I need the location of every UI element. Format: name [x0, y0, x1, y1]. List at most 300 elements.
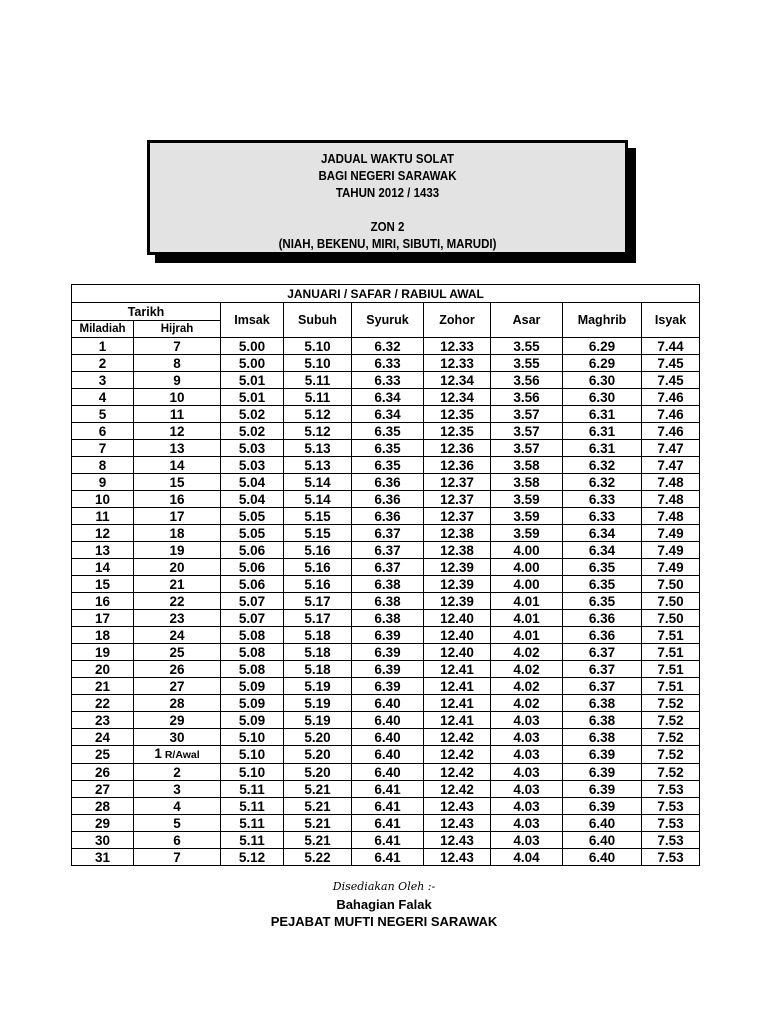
title-line-3: TAHUN 2012 / 1433	[335, 186, 440, 200]
imsak-cell: 5.00	[221, 355, 284, 372]
maghrib-cell: 6.30	[563, 389, 642, 406]
hijrah-cell	[134, 440, 221, 457]
subuh-cell: 5.22	[284, 849, 352, 866]
syuruk-cell: 6.37	[352, 559, 424, 576]
syuruk-cell: 6.40	[352, 764, 424, 781]
isyak-cell: 7.52	[642, 764, 700, 781]
zohor-cell: 12.38	[424, 525, 491, 542]
isyak-cell: 7.51	[642, 644, 700, 661]
syuruk-cell: 6.40	[352, 712, 424, 729]
zohor-cell: 12.37	[424, 474, 491, 491]
imsak-cell: 5.06	[221, 559, 284, 576]
asar-cell: 3.55	[491, 338, 563, 355]
isyak-cell: 7.52	[642, 712, 700, 729]
subuh-cell: 5.21	[284, 832, 352, 849]
imsak-cell: 5.01	[221, 372, 284, 389]
syuruk-cell: 6.33	[352, 372, 424, 389]
syuruk-cell: 6.33	[352, 355, 424, 372]
hijrah-day: 19	[169, 542, 185, 558]
syuruk-cell: 6.36	[352, 508, 424, 525]
maghrib-cell: 6.34	[563, 525, 642, 542]
hijrah-day: 5	[173, 815, 181, 831]
syuruk-cell: 6.40	[352, 695, 424, 712]
imsak-cell: 5.04	[221, 491, 284, 508]
asar-cell: 4.03	[491, 832, 563, 849]
asar-cell: 4.03	[491, 764, 563, 781]
table-row	[72, 781, 700, 798]
imsak-cell: 5.03	[221, 457, 284, 474]
miladiah-cell: 3	[72, 372, 134, 389]
header-syuruk: Syuruk	[352, 303, 424, 338]
asar-cell: 4.03	[491, 781, 563, 798]
asar-cell: 3.58	[491, 474, 563, 491]
asar-cell: 4.02	[491, 695, 563, 712]
subuh-cell: 5.11	[284, 372, 352, 389]
hijrah-day: 22	[169, 593, 185, 609]
hijrah-cell	[134, 815, 221, 832]
zohor-cell: 12.35	[424, 406, 491, 423]
zohor-cell: 12.40	[424, 627, 491, 644]
miladiah-cell: 24	[72, 729, 134, 746]
syuruk-cell: 6.40	[352, 729, 424, 746]
zohor-cell: 12.43	[424, 849, 491, 866]
isyak-cell: 7.52	[642, 746, 700, 764]
imsak-cell: 5.02	[221, 423, 284, 440]
imsak-cell: 5.04	[221, 474, 284, 491]
asar-cell: 4.01	[491, 627, 563, 644]
zohor-cell: 12.41	[424, 661, 491, 678]
table-row	[72, 559, 700, 576]
hijrah-cell	[134, 457, 221, 474]
maghrib-cell: 6.40	[563, 849, 642, 866]
header-isyak: Isyak	[642, 303, 700, 338]
miladiah-cell: 28	[72, 798, 134, 815]
zohor-cell: 12.43	[424, 815, 491, 832]
imsak-cell: 5.06	[221, 542, 284, 559]
maghrib-cell: 6.35	[563, 576, 642, 593]
zone-areas: (NIAH, BEKENU, MIRI, SIBUTI, MARUDI)	[278, 237, 497, 251]
hijrah-cell	[134, 729, 221, 746]
zohor-cell: 12.40	[424, 610, 491, 627]
table-row	[72, 764, 700, 781]
subuh-cell: 5.21	[284, 815, 352, 832]
miladiah-cell: 27	[72, 781, 134, 798]
zone-label: ZON 2	[370, 220, 405, 234]
zohor-cell: 12.41	[424, 712, 491, 729]
hijrah-cell	[134, 627, 221, 644]
hijrah-day: 12	[169, 423, 185, 439]
miladiah-cell: 13	[72, 542, 134, 559]
title-line-1: JADUAL WAKTU SOLAT	[320, 152, 455, 166]
hijrah-cell	[134, 712, 221, 729]
hijrah-day: 1	[154, 746, 162, 761]
hijrah-day: 3	[173, 781, 181, 797]
hijrah-day: 14	[169, 457, 185, 473]
hijrah-cell	[134, 525, 221, 542]
hijrah-day: 17	[169, 508, 185, 524]
isyak-cell: 7.45	[642, 372, 700, 389]
hijrah-day: 7	[173, 338, 181, 354]
header-hijrah: Hijrah	[134, 321, 221, 338]
asar-cell: 3.59	[491, 491, 563, 508]
isyak-cell: 7.52	[642, 695, 700, 712]
asar-cell: 4.03	[491, 746, 563, 764]
table-row	[72, 406, 700, 423]
zohor-cell: 12.34	[424, 372, 491, 389]
miladiah-cell: 5	[72, 406, 134, 423]
miladiah-cell: 16	[72, 593, 134, 610]
isyak-cell: 7.50	[642, 610, 700, 627]
isyak-cell: 7.45	[642, 355, 700, 372]
hijrah-day: 24	[169, 627, 185, 643]
imsak-cell: 5.08	[221, 627, 284, 644]
subuh-cell: 5.14	[284, 491, 352, 508]
isyak-cell: 7.47	[642, 440, 700, 457]
hijrah-day: 20	[169, 559, 185, 575]
zohor-cell: 12.41	[424, 695, 491, 712]
maghrib-cell: 6.32	[563, 457, 642, 474]
hijrah-cell	[134, 389, 221, 406]
header-tarikh: Tarikh	[72, 303, 221, 321]
maghrib-cell: 6.31	[563, 423, 642, 440]
office-name: PEJABAT MUFTI NEGERI SARAWAK	[270, 914, 498, 929]
syuruk-cell: 6.39	[352, 627, 424, 644]
asar-cell: 3.58	[491, 457, 563, 474]
subuh-cell: 5.18	[284, 627, 352, 644]
hijrah-day: 15	[169, 474, 185, 490]
hijrah-month-label: R/Awal	[164, 749, 200, 761]
hijrah-day: 4	[173, 798, 181, 814]
miladiah-cell: 14	[72, 559, 134, 576]
miladiah-cell: 30	[72, 832, 134, 849]
header-miladiah: Miladiah	[72, 321, 134, 338]
table-row	[72, 849, 700, 866]
zohor-cell: 12.37	[424, 491, 491, 508]
miladiah-cell: 6	[72, 423, 134, 440]
miladiah-cell: 2	[72, 355, 134, 372]
asar-cell: 3.55	[491, 355, 563, 372]
syuruk-cell: 6.39	[352, 644, 424, 661]
miladiah-cell: 22	[72, 695, 134, 712]
isyak-cell: 7.47	[642, 457, 700, 474]
asar-cell: 4.02	[491, 678, 563, 695]
imsak-cell: 5.00	[221, 338, 284, 355]
maghrib-cell: 6.32	[563, 474, 642, 491]
zohor-cell: 12.39	[424, 576, 491, 593]
maghrib-cell: 6.31	[563, 406, 642, 423]
hijrah-day: 9	[173, 372, 181, 388]
isyak-cell: 7.53	[642, 832, 700, 849]
hijrah-day: 23	[169, 610, 185, 626]
miladiah-cell: 26	[72, 764, 134, 781]
imsak-cell: 5.10	[221, 764, 284, 781]
isyak-cell: 7.46	[642, 389, 700, 406]
subuh-cell: 5.16	[284, 559, 352, 576]
imsak-cell: 5.06	[221, 576, 284, 593]
maghrib-cell: 6.39	[563, 764, 642, 781]
table-row	[72, 508, 700, 525]
hijrah-day: 10	[169, 389, 185, 405]
header-asar: Asar	[491, 303, 563, 338]
hijrah-cell	[134, 542, 221, 559]
syuruk-cell: 6.38	[352, 610, 424, 627]
maghrib-cell: 6.36	[563, 627, 642, 644]
subuh-cell: 5.12	[284, 423, 352, 440]
maghrib-cell: 6.36	[563, 610, 642, 627]
maghrib-cell: 6.39	[563, 746, 642, 764]
asar-cell: 4.03	[491, 729, 563, 746]
isyak-cell: 7.49	[642, 525, 700, 542]
syuruk-cell: 6.35	[352, 423, 424, 440]
hijrah-cell	[134, 746, 221, 764]
subuh-cell: 5.19	[284, 678, 352, 695]
imsak-cell: 5.01	[221, 389, 284, 406]
subuh-cell: 5.19	[284, 695, 352, 712]
maghrib-cell: 6.33	[563, 508, 642, 525]
miladiah-cell: 19	[72, 644, 134, 661]
table-row	[72, 372, 700, 389]
table-row	[72, 661, 700, 678]
syuruk-cell: 6.35	[352, 440, 424, 457]
header-zohor: Zohor	[424, 303, 491, 338]
hijrah-cell	[134, 491, 221, 508]
isyak-cell: 7.52	[642, 729, 700, 746]
isyak-cell: 7.53	[642, 798, 700, 815]
miladiah-cell: 17	[72, 610, 134, 627]
imsak-cell: 5.08	[221, 661, 284, 678]
zohor-cell: 12.39	[424, 559, 491, 576]
prepared-by-label: Disediakan Oleh :-	[332, 880, 436, 893]
isyak-cell: 7.49	[642, 542, 700, 559]
subuh-cell: 5.16	[284, 542, 352, 559]
table-row	[72, 525, 700, 542]
maghrib-cell: 6.33	[563, 491, 642, 508]
hijrah-cell	[134, 372, 221, 389]
asar-cell: 3.56	[491, 372, 563, 389]
syuruk-cell: 6.36	[352, 491, 424, 508]
subuh-cell: 5.10	[284, 338, 352, 355]
imsak-cell: 5.08	[221, 644, 284, 661]
subuh-cell: 5.21	[284, 781, 352, 798]
isyak-cell: 7.51	[642, 627, 700, 644]
syuruk-cell: 6.41	[352, 849, 424, 866]
isyak-cell: 7.50	[642, 576, 700, 593]
miladiah-cell: 11	[72, 508, 134, 525]
table-row	[72, 491, 700, 508]
hijrah-day: 18	[169, 525, 185, 541]
maghrib-cell: 6.34	[563, 542, 642, 559]
hijrah-cell	[134, 661, 221, 678]
table-row	[72, 746, 700, 764]
zohor-cell: 12.43	[424, 832, 491, 849]
hijrah-cell	[134, 764, 221, 781]
syuruk-cell: 6.38	[352, 593, 424, 610]
asar-cell: 4.03	[491, 798, 563, 815]
maghrib-cell: 6.39	[563, 798, 642, 815]
syuruk-cell: 6.41	[352, 781, 424, 798]
syuruk-cell: 6.37	[352, 525, 424, 542]
isyak-cell: 7.48	[642, 508, 700, 525]
syuruk-cell: 6.41	[352, 832, 424, 849]
syuruk-cell: 6.41	[352, 798, 424, 815]
zohor-cell: 12.42	[424, 746, 491, 764]
maghrib-cell: 6.40	[563, 832, 642, 849]
zohor-cell: 12.36	[424, 440, 491, 457]
hijrah-day: 13	[169, 440, 185, 456]
maghrib-cell: 6.37	[563, 644, 642, 661]
hijrah-cell	[134, 593, 221, 610]
asar-cell: 4.02	[491, 661, 563, 678]
syuruk-cell: 6.34	[352, 406, 424, 423]
hijrah-day: 30	[169, 729, 185, 745]
hijrah-cell	[134, 576, 221, 593]
imsak-cell: 5.11	[221, 781, 284, 798]
subuh-cell: 5.13	[284, 440, 352, 457]
division-name: Bahagian Falak	[336, 897, 432, 912]
hijrah-cell	[134, 644, 221, 661]
asar-cell: 3.57	[491, 440, 563, 457]
table-row	[72, 610, 700, 627]
hijrah-cell	[134, 406, 221, 423]
maghrib-cell: 6.29	[563, 338, 642, 355]
maghrib-cell: 6.37	[563, 678, 642, 695]
isyak-cell: 7.46	[642, 423, 700, 440]
header-subuh: Subuh	[284, 303, 352, 338]
imsak-cell: 5.09	[221, 712, 284, 729]
zohor-cell: 12.42	[424, 729, 491, 746]
table-row	[72, 712, 700, 729]
syuruk-cell: 6.38	[352, 576, 424, 593]
hijrah-day: 27	[169, 678, 185, 694]
subuh-cell: 5.18	[284, 644, 352, 661]
zohor-cell: 12.36	[424, 457, 491, 474]
zohor-cell: 12.33	[424, 338, 491, 355]
imsak-cell: 5.11	[221, 832, 284, 849]
subuh-cell: 5.17	[284, 610, 352, 627]
miladiah-cell: 8	[72, 457, 134, 474]
subuh-cell: 5.18	[284, 661, 352, 678]
hijrah-day: 8	[173, 355, 181, 371]
hijrah-cell	[134, 832, 221, 849]
subuh-cell: 5.11	[284, 389, 352, 406]
syuruk-cell: 6.40	[352, 746, 424, 764]
table-row	[72, 832, 700, 849]
table-row	[72, 815, 700, 832]
zohor-cell: 12.34	[424, 389, 491, 406]
table-row	[72, 627, 700, 644]
syuruk-cell: 6.41	[352, 815, 424, 832]
isyak-cell: 7.53	[642, 849, 700, 866]
table-row	[72, 542, 700, 559]
miladiah-cell: 25	[72, 746, 134, 764]
isyak-cell: 7.51	[642, 661, 700, 678]
miladiah-cell: 31	[72, 849, 134, 866]
asar-cell: 4.03	[491, 712, 563, 729]
zohor-cell: 12.39	[424, 593, 491, 610]
isyak-cell: 7.51	[642, 678, 700, 695]
zohor-cell: 12.42	[424, 764, 491, 781]
miladiah-cell: 18	[72, 627, 134, 644]
hijrah-cell	[134, 849, 221, 866]
subuh-cell: 5.21	[284, 798, 352, 815]
zohor-cell: 12.38	[424, 542, 491, 559]
miladiah-cell: 7	[72, 440, 134, 457]
hijrah-day: 16	[169, 491, 185, 507]
maghrib-cell: 6.29	[563, 355, 642, 372]
table-row	[72, 678, 700, 695]
hijrah-day: 25	[169, 644, 185, 660]
hijrah-cell	[134, 798, 221, 815]
imsak-cell: 5.07	[221, 593, 284, 610]
table-row	[72, 338, 700, 355]
imsak-cell: 5.11	[221, 815, 284, 832]
miladiah-cell: 12	[72, 525, 134, 542]
miladiah-cell: 15	[72, 576, 134, 593]
hijrah-cell	[134, 695, 221, 712]
table-row	[72, 593, 700, 610]
hijrah-cell	[134, 559, 221, 576]
zohor-cell: 12.43	[424, 798, 491, 815]
hijrah-cell	[134, 781, 221, 798]
subuh-cell: 5.15	[284, 508, 352, 525]
asar-cell: 4.00	[491, 542, 563, 559]
table-row	[72, 798, 700, 815]
hijrah-day: 7	[173, 849, 181, 865]
isyak-cell: 7.50	[642, 593, 700, 610]
syuruk-cell: 6.32	[352, 338, 424, 355]
zohor-cell: 12.42	[424, 781, 491, 798]
table-row	[72, 389, 700, 406]
zohor-cell: 12.35	[424, 423, 491, 440]
maghrib-cell: 6.30	[563, 372, 642, 389]
asar-cell: 3.56	[491, 389, 563, 406]
subuh-cell: 5.12	[284, 406, 352, 423]
asar-cell: 4.01	[491, 593, 563, 610]
asar-cell: 4.03	[491, 815, 563, 832]
imsak-cell: 5.07	[221, 610, 284, 627]
table-row	[72, 474, 700, 491]
hijrah-cell	[134, 678, 221, 695]
asar-cell: 3.57	[491, 423, 563, 440]
asar-cell: 3.57	[491, 406, 563, 423]
subuh-cell: 5.20	[284, 729, 352, 746]
hijrah-day: 21	[169, 576, 185, 592]
isyak-cell: 7.53	[642, 815, 700, 832]
table-row	[72, 695, 700, 712]
title-line-2: BAGI NEGERI SARAWAK	[318, 169, 457, 183]
zohor-cell: 12.33	[424, 355, 491, 372]
header-imsak: Imsak	[221, 303, 284, 338]
miladiah-cell: 23	[72, 712, 134, 729]
subuh-cell: 5.16	[284, 576, 352, 593]
isyak-cell: 7.53	[642, 781, 700, 798]
miladiah-cell: 4	[72, 389, 134, 406]
subuh-cell: 5.20	[284, 746, 352, 764]
subuh-cell: 5.15	[284, 525, 352, 542]
hijrah-cell	[134, 474, 221, 491]
hijrah-cell	[134, 355, 221, 372]
hijrah-day: 11	[169, 406, 185, 422]
imsak-cell: 5.11	[221, 798, 284, 815]
header-maghrib: Maghrib	[563, 303, 642, 338]
hijrah-day: 26	[169, 661, 185, 677]
hijrah-day: 6	[173, 832, 181, 848]
asar-cell: 3.59	[491, 525, 563, 542]
subuh-cell: 5.17	[284, 593, 352, 610]
hijrah-day: 2	[173, 764, 181, 780]
miladiah-cell: 20	[72, 661, 134, 678]
table-row	[72, 355, 700, 372]
